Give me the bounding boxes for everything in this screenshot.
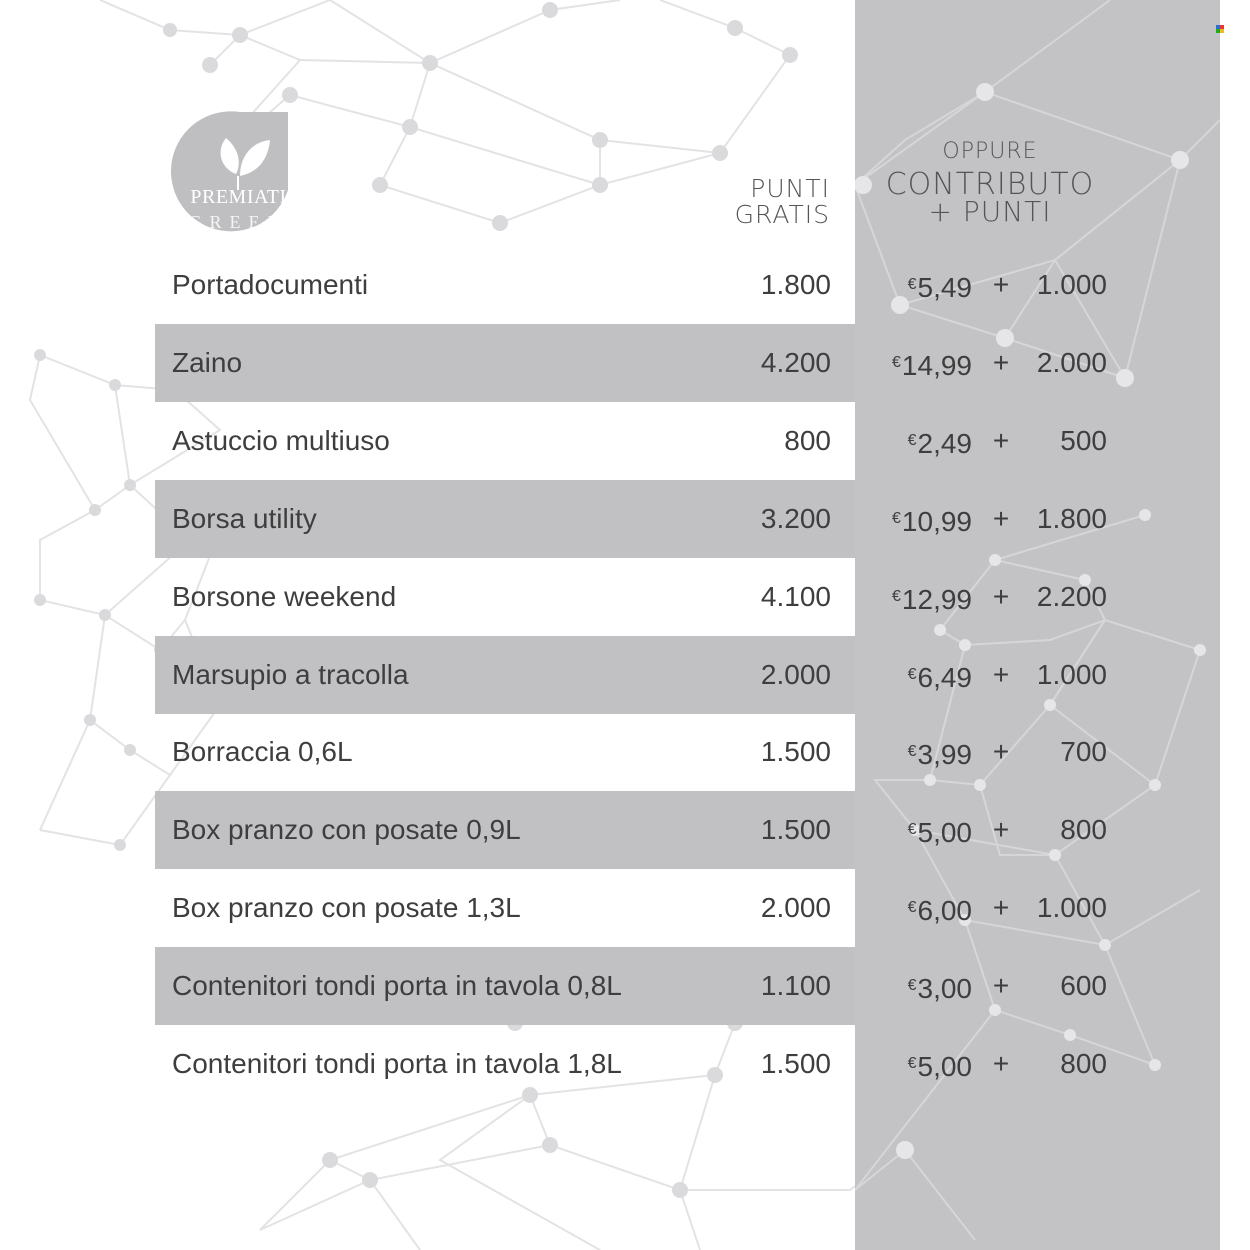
free-points-value: 4.100 — [760, 581, 831, 612]
contribution-price — [887, 324, 972, 402]
points-with-contribution: 600 — [1060, 970, 1107, 1001]
free-points-header-line2: GRATIS — [734, 200, 830, 229]
plus-sign: + — [992, 892, 1010, 923]
points-with-contribution: 800 — [1060, 814, 1107, 845]
points-with-contribution: 700 — [1060, 736, 1107, 767]
free-points-value: 1.500 — [760, 736, 831, 767]
item-name: Contenitori tondi porta in tavola 0,8L — [172, 970, 622, 1001]
contribution-header: CONTRIBUTO — [885, 167, 1095, 202]
free-points-header-line1: PUNTI — [750, 174, 830, 203]
table-row — [155, 713, 855, 791]
plus-sign: + — [992, 425, 1010, 456]
free-points-value: 2.000 — [760, 892, 831, 923]
price-value: 6,49 — [917, 662, 972, 693]
plus-sign: + — [992, 659, 1010, 690]
item-name: Zaino — [172, 347, 243, 378]
free-points-value: 800 — [784, 425, 831, 456]
contribution-price — [887, 791, 972, 869]
table-row — [155, 636, 855, 714]
table-row — [155, 246, 855, 324]
plus-sign: + — [992, 581, 1010, 612]
points-with-contribution: 2.000 — [1036, 347, 1107, 378]
item-name: Astuccio multiuso — [172, 425, 390, 456]
points-with-contribution: 1.000 — [1036, 892, 1107, 923]
item-name: Contenitori tondi porta in tavola 1,8L — [172, 1048, 622, 1079]
color-marker — [1216, 25, 1224, 33]
euro-symbol: € — [907, 666, 917, 683]
free-points-value: 1.100 — [760, 970, 831, 1001]
plus-sign: + — [992, 814, 1010, 845]
euro-symbol: € — [907, 821, 917, 838]
contribution-price — [887, 947, 972, 1025]
contribution-price — [887, 246, 972, 324]
item-name: Portadocumenti — [172, 269, 369, 300]
price-value: 5,00 — [917, 1051, 972, 1082]
price-value: 5,00 — [917, 817, 972, 848]
logo-text-green: GREEN — [188, 212, 289, 232]
item-name: Box pranzo con posate 1,3L — [172, 892, 521, 923]
euro-symbol: € — [907, 276, 917, 293]
euro-symbol: € — [892, 510, 901, 527]
contribution-price — [887, 1025, 972, 1103]
plus-sign: + — [992, 1048, 1010, 1079]
free-points-header — [735, 176, 830, 228]
price-value: 2,49 — [917, 428, 972, 459]
price-value: 14,99 — [901, 350, 972, 381]
contribution-price — [887, 636, 972, 714]
table-row — [155, 480, 855, 558]
plus-points-header: + PUNTI — [928, 195, 1052, 228]
free-points-value: 1.500 — [760, 814, 831, 845]
table-row — [155, 1025, 855, 1103]
price-value: 10,99 — [901, 506, 972, 537]
free-points-value: 1.800 — [760, 269, 831, 300]
table-row — [155, 791, 855, 869]
euro-symbol: € — [907, 1055, 917, 1072]
euro-symbol: € — [907, 977, 917, 994]
table-row — [155, 869, 855, 947]
points-with-contribution: 1.000 — [1036, 269, 1107, 300]
table-row — [155, 324, 855, 402]
points-with-contribution: 800 — [1060, 1048, 1107, 1079]
euro-symbol: € — [907, 743, 917, 760]
free-points-value: 4.200 — [760, 347, 831, 378]
points-with-contribution: 2.200 — [1036, 581, 1107, 612]
price-value: 12,99 — [901, 584, 972, 615]
euro-symbol: € — [892, 588, 901, 605]
price-value: 5,49 — [917, 272, 972, 303]
price-value: 3,00 — [917, 973, 972, 1004]
plus-sign: + — [992, 736, 1010, 767]
price-value: 6,00 — [917, 895, 972, 926]
plus-sign: + — [992, 970, 1010, 1001]
or-header: OPPURE — [942, 139, 1038, 164]
logo-text-premiati: PREMIATI — [190, 186, 287, 208]
table-row — [155, 947, 855, 1025]
table-row — [155, 558, 855, 636]
price-value: 3,99 — [917, 739, 972, 770]
points-with-contribution: 1.000 — [1036, 659, 1107, 690]
item-name: Borsa utility — [172, 503, 317, 534]
free-points-value: 2.000 — [760, 659, 831, 690]
contribution-price — [887, 402, 972, 480]
item-name: Borsone weekend — [172, 581, 397, 612]
plus-sign: + — [992, 269, 1010, 300]
euro-symbol: € — [907, 432, 917, 449]
plus-sign: + — [992, 503, 1010, 534]
euro-symbol: € — [907, 899, 917, 916]
contribution-price — [887, 480, 972, 558]
plus-sign: + — [992, 347, 1010, 378]
free-points-value: 3.200 — [760, 503, 831, 534]
contribution-price — [887, 558, 972, 636]
table-row — [155, 402, 855, 480]
item-name: Marsupio a tracolla — [172, 659, 409, 690]
euro-symbol: € — [892, 354, 901, 371]
free-points-value: 1.500 — [760, 1048, 831, 1079]
contribution-price — [887, 713, 972, 791]
points-with-contribution: 500 — [1060, 425, 1107, 456]
points-with-contribution: 1.800 — [1036, 503, 1107, 534]
item-name: Box pranzo con posate 0,9L — [172, 814, 521, 845]
item-name: Borraccia 0,6L — [172, 736, 353, 767]
contribution-price — [887, 869, 972, 947]
